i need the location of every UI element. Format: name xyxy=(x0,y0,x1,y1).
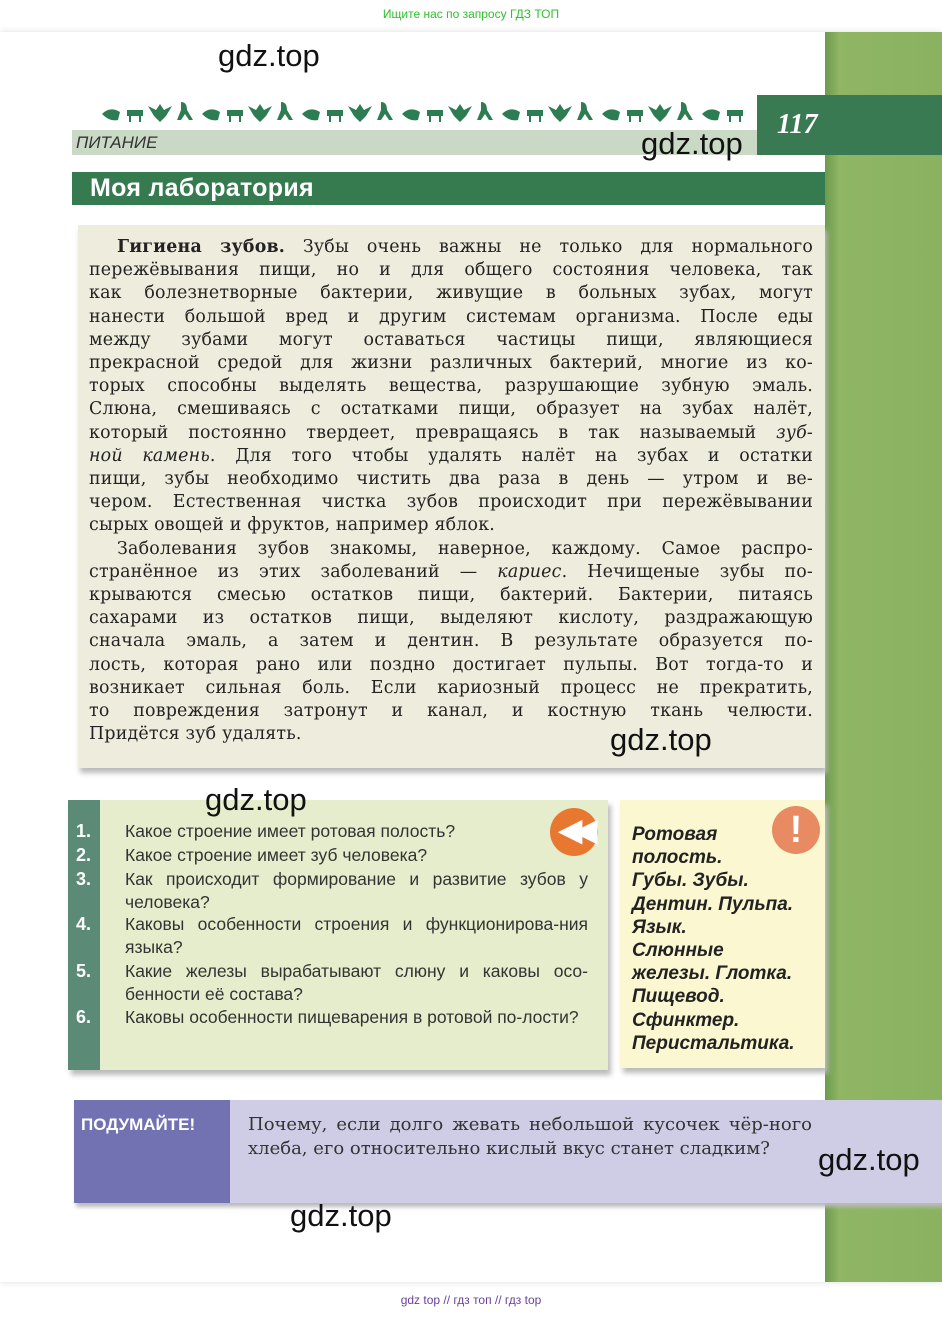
animal-silhouette-icon xyxy=(102,109,120,120)
text-line xyxy=(89,259,813,282)
animal-silhouette-icon xyxy=(502,109,520,120)
text-line xyxy=(89,445,813,468)
key-terms xyxy=(632,823,795,1055)
text-segment: пищи, зубы необходимо чистить два раза в день — утром и ве- xyxy=(89,469,813,490)
animal-silhouette-icon xyxy=(577,102,593,120)
text-segment: нанести большой вред и другим системам организма. После еды xyxy=(89,306,813,327)
key-term: Язык. xyxy=(632,916,687,938)
text-line xyxy=(89,375,813,398)
key-term: Сфинктер. xyxy=(632,1009,740,1031)
animal-silhouette-icon xyxy=(277,102,293,120)
animal-silhouette-icon xyxy=(202,109,220,120)
text-segment: пережёвывания пищи, но и для общего состояния человека, так xyxy=(89,260,813,281)
key-term: Пищевод. xyxy=(632,986,725,1008)
text-segment: странённое из этих заболеваний — xyxy=(89,561,498,582)
animal-silhouette-icon xyxy=(348,104,372,122)
text-line xyxy=(89,538,813,561)
animal-silhouette-icon xyxy=(148,104,172,122)
animal-silhouette-icon xyxy=(677,102,693,120)
animal-silhouette-icon xyxy=(602,109,620,120)
text-segment: как болезнетворные бактерии, живущие в больных зубах, могут xyxy=(89,283,813,304)
think-question: Почему, если долго жевать небольшой кусочек чёр-ного хлеба, его относительно кислый вкус станет сладким? xyxy=(248,1114,812,1159)
text-segment: торых способны выделять вещества, разрушающие зубную эмаль. xyxy=(89,376,813,397)
key-term: Перистальтика. xyxy=(632,1032,795,1054)
text-segment: зуб- xyxy=(776,422,813,443)
question-item xyxy=(68,820,588,843)
page-number-box xyxy=(757,95,942,155)
key-term: Слюнные xyxy=(632,940,724,962)
watermark: gdz.top xyxy=(205,782,307,817)
question-number: 6. xyxy=(76,1007,92,1027)
think-label: ПОДУМАЙТЕ! xyxy=(81,1115,196,1134)
text-segment: чером. Естественная чистка зубов происходит при пережёвывании xyxy=(89,492,813,513)
text-segment: лость, которая рано или поздно достигает пульпы. Вот тогда-то и xyxy=(89,654,813,675)
top-note: Ищите нас по запросу ГДЗ ТОП xyxy=(382,7,560,21)
animal-silhouette-icon xyxy=(648,104,672,122)
animal-silhouette-icon xyxy=(477,102,493,120)
key-term: Дентин. Пульпа. xyxy=(632,893,794,915)
question-text: Каковы особенности пищеварения в ротовой по-лости? xyxy=(125,1007,579,1027)
question-text: Какое строение имеет зуб человека? xyxy=(125,845,428,865)
text-segment: который постоянно твердеет, превращаясь в так называемый xyxy=(89,422,777,443)
think-label-block xyxy=(74,1100,230,1203)
text-line xyxy=(89,236,813,259)
animal-silhouette-icon xyxy=(302,109,320,120)
text-line xyxy=(89,282,813,305)
key-terms-box xyxy=(620,800,825,1068)
animal-silhouette-icon xyxy=(727,110,743,122)
animal-silhouette-icon xyxy=(527,110,543,122)
rewind-icon: ◀◀ xyxy=(550,808,598,856)
text-segment: . Для того чтобы удалять налёт на зубах и остатки xyxy=(209,445,813,466)
question-number: 1. xyxy=(76,821,92,841)
text-line xyxy=(89,700,813,723)
text-segment: то повреждения затронут и канал, и костную ткань челюсти. xyxy=(89,701,813,722)
page-title: Моя лаборатория xyxy=(90,174,314,202)
question-item xyxy=(68,913,588,959)
text-segment: сахарами из остатков пищи, выделяют кислоту, раздражающую xyxy=(89,608,813,629)
text-segment: Слюна, смешиваясь с остатками пищи, образует на зубах налёт, xyxy=(89,399,813,420)
text-line xyxy=(89,352,813,375)
animal-silhouette-icon xyxy=(227,110,243,122)
watermark: gdz.top xyxy=(610,722,712,757)
question-number: 5. xyxy=(76,961,92,981)
question-text: Каковы особенности строения и функционирова-ния языка? xyxy=(125,914,588,957)
question-text: Как происходит формирование и развитие зубов у человека? xyxy=(125,869,588,912)
key-term: Губы. Зубы. xyxy=(632,870,749,892)
question-item xyxy=(68,1006,588,1029)
text-line xyxy=(89,607,813,630)
text-line xyxy=(89,398,813,421)
text-line xyxy=(89,584,813,607)
animal-silhouettes-icon xyxy=(98,100,748,124)
animal-silhouette-icon xyxy=(448,104,472,122)
key-term: Ротовая xyxy=(632,824,718,845)
page-edge-strip xyxy=(825,32,942,1282)
text-segment: ной камень xyxy=(89,445,210,466)
animal-silhouette-icon xyxy=(402,109,420,120)
title-bar xyxy=(72,172,825,205)
question-text: Какое строение имеет ротовая полость? xyxy=(125,821,456,841)
text-segment: между зубами могут оставаться частицы пищи, являющиеся xyxy=(89,329,813,350)
text-segment: возникает сильная боль. Если кариозный процесс не прекратить, xyxy=(89,677,813,698)
animal-silhouette-icon xyxy=(627,110,643,122)
text-line xyxy=(89,514,813,537)
animal-silhouette-icon xyxy=(377,102,393,120)
question-item xyxy=(68,960,588,1006)
text-line xyxy=(89,422,813,445)
text-line xyxy=(89,306,813,329)
animal-silhouette-icon xyxy=(177,102,193,120)
watermark: gdz.top xyxy=(818,1142,920,1177)
lab-text-box xyxy=(78,225,825,768)
section-title: ПИТАНИЕ xyxy=(76,133,158,152)
footer-links: gdz top // гдз топ // гдз top xyxy=(400,1293,542,1307)
questions-box xyxy=(68,800,608,1070)
text-segment: сначала эмаль, а затем и дентин. В результате образуется по- xyxy=(89,631,813,652)
text-segment: крываются смесью остатков пищи, бактерий. Бактерии, питаясь xyxy=(89,585,813,606)
text-segment: кариес xyxy=(497,561,562,582)
text-line xyxy=(89,677,813,700)
text-line xyxy=(89,561,813,584)
text-segment: Заболевания зубов знакомы, наверное, каждому. Самое распро- xyxy=(117,538,813,559)
watermark: gdz.top xyxy=(218,38,320,73)
animal-silhouette-icon xyxy=(427,110,443,122)
watermark: gdz.top xyxy=(641,126,743,161)
text-line xyxy=(89,468,813,491)
text-segment: сырых овощей и фруктов, например яблок. xyxy=(89,515,496,536)
animal-silhouette-icon xyxy=(702,109,720,120)
question-number: 4. xyxy=(76,914,92,934)
text-line xyxy=(89,491,813,514)
page-number: 117 xyxy=(777,109,818,140)
text-segment: . Нечищеные зубы по- xyxy=(561,561,814,582)
text-segment: прекрасной средой для жизни различных бактерий, многие из ко- xyxy=(89,353,813,374)
text-segment: Зубы очень важны не только для нормального xyxy=(285,237,813,257)
text-line xyxy=(89,654,813,677)
exclamation-icon: ! xyxy=(772,806,820,854)
watermark: gdz.top xyxy=(290,1198,392,1233)
question-item xyxy=(68,868,588,914)
animal-silhouette-icon xyxy=(127,110,143,122)
animal-silhouette-icon xyxy=(548,104,572,122)
text-segment: Гигиена зубов. xyxy=(117,237,286,257)
text-line xyxy=(89,630,813,653)
animal-silhouette-icon xyxy=(248,104,272,122)
key-term: железы. Глотка. xyxy=(632,963,793,985)
question-text: Какие железы вырабатывают слюну и каковы осо-бенности её состава? xyxy=(125,961,588,1004)
key-term: полость. xyxy=(632,847,723,869)
animal-silhouette-icon xyxy=(327,110,343,122)
question-item xyxy=(68,844,588,867)
text-line xyxy=(89,329,813,352)
main-text xyxy=(89,236,813,746)
question-number: 2. xyxy=(76,845,92,865)
question-number: 3. xyxy=(76,869,92,889)
think-box xyxy=(74,1100,942,1203)
text-segment: Придётся зуб удалять. xyxy=(89,724,302,745)
